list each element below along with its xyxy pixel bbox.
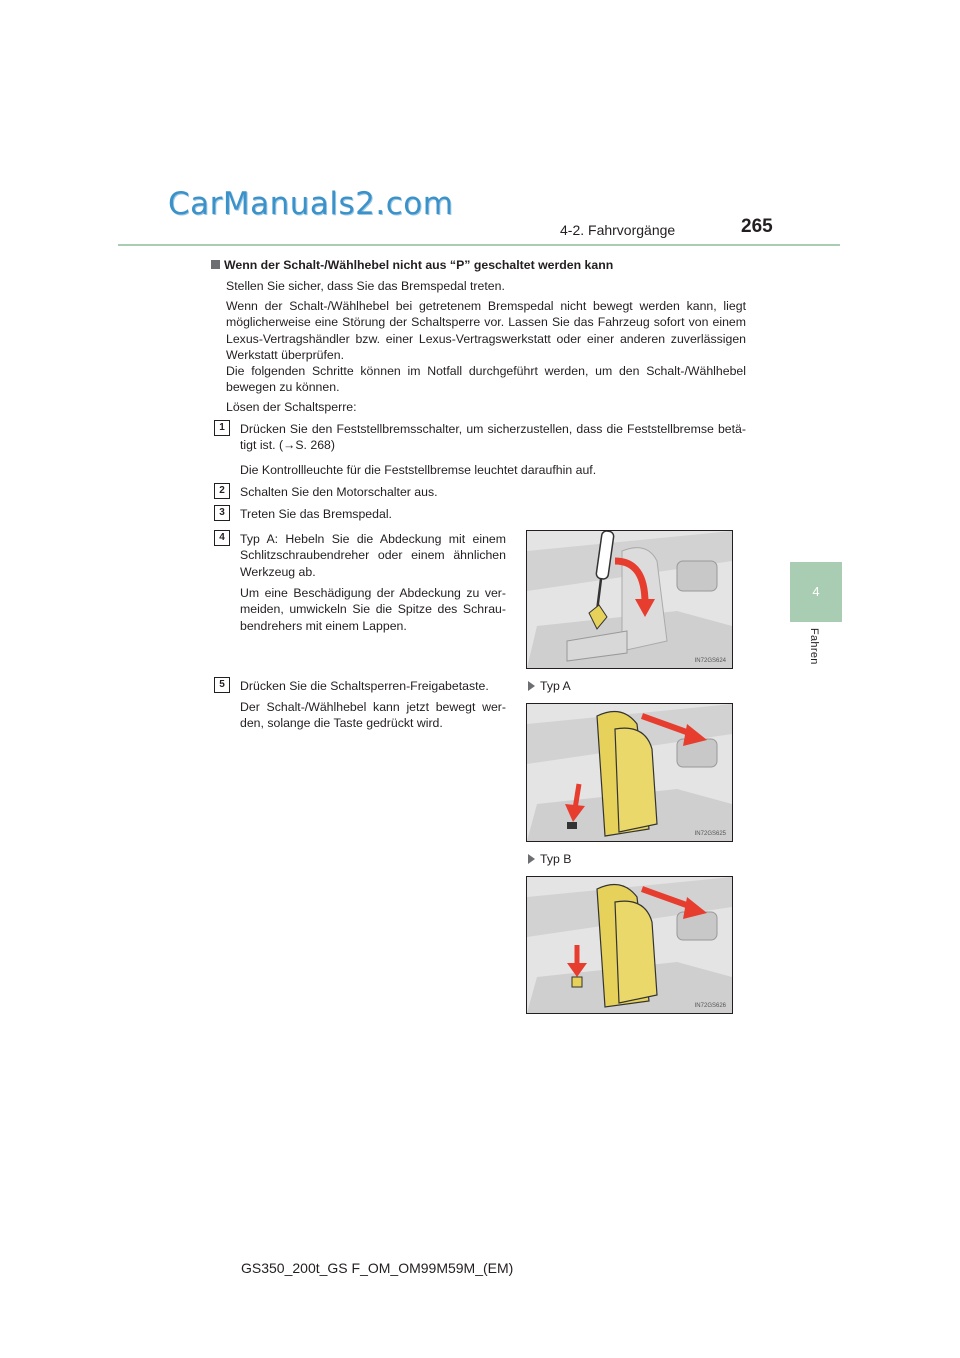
paragraph-malfunction xyxy=(226,298,746,396)
text-line: meiden, umwickeln Sie die Spitze des Schrau- xyxy=(240,602,506,617)
figure-type-a-release xyxy=(526,703,733,842)
figure-code: IN72GS625 xyxy=(694,831,726,837)
text-line: möglicherweise eine Störung der Schaltsperre vor. Lassen Sie das Fahrzeug sofort von einem xyxy=(226,315,746,330)
step-4-note xyxy=(240,585,506,634)
square-bullet-icon xyxy=(211,260,220,269)
figure-type-b-release xyxy=(526,876,733,1014)
step-1-text xyxy=(240,421,746,454)
text-line: Die folgenden Schritte können im Notfall durchgeführt werden, um den Schalt-/Wählhebel xyxy=(226,364,746,379)
chapter-label: Fahren xyxy=(808,628,820,665)
section-title: 4-2. Fahrvorgänge xyxy=(560,222,676,238)
step-number-3: 3 xyxy=(214,505,230,521)
text-line: Drücken Sie den Feststellbremsschalter, um sicherzustellen, dass die Feststellbremse betä- xyxy=(240,422,746,436)
type-b-label xyxy=(528,851,571,867)
paragraph-release-intro: Lösen der Schaltsperre: xyxy=(226,400,357,414)
header-rule xyxy=(118,244,840,246)
text-line: Lexus-Vertragshändler bzw. einer Lexus-Vertragswerkstatt oder einer anderen zuverlässigen xyxy=(226,331,746,346)
type-a-text: Typ A xyxy=(540,679,571,693)
step-5-text: Drücken Sie die Schaltsperren-Freigabetaste. xyxy=(240,679,489,693)
step-4-text xyxy=(240,531,506,580)
step-3-text: Treten Sie das Bremspedal. xyxy=(240,507,392,521)
arrow-right-icon xyxy=(528,854,535,864)
figure-code: IN72GS626 xyxy=(694,1003,726,1009)
type-a-label xyxy=(528,678,571,694)
text-line: den, solange die Taste gedrückt wird. xyxy=(240,716,443,731)
text-line: Der Schalt-/Wählhebel kann jetzt bewegt wer- xyxy=(240,700,506,714)
watermark-logo[interactable]: CarManuals2.com xyxy=(168,186,454,222)
step-1-note: Die Kontrollleuchte für die Feststellbremse leuchtet daraufhin auf. xyxy=(240,463,597,477)
text-line: Werkzeug ab. xyxy=(240,564,316,579)
text-line: bewegen zu können. xyxy=(226,380,340,395)
text-line: Um eine Beschädigung der Abdeckung zu ver- xyxy=(240,586,506,600)
page-number: 265 xyxy=(741,216,773,237)
text-line: Wenn der Schalt-/Wählhebel bei getretenem Bremspedal nicht bewegt werden kann, liegt xyxy=(226,299,746,313)
figure-code: IN72GS624 xyxy=(694,658,726,664)
section-heading xyxy=(211,258,613,272)
paragraph-brake-check: Stellen Sie sicher, dass Sie das Bremspedal treten. xyxy=(226,279,505,293)
text-line: tigt ist. (→S. 268) xyxy=(240,438,335,453)
chapter-tab[interactable]: 4 xyxy=(790,562,842,622)
step-5-note xyxy=(240,699,506,732)
step-number-4: 4 xyxy=(214,530,230,546)
step-number-5: 5 xyxy=(214,677,230,693)
document-code-footer: GS350_200t_GS F_OM_OM99M59M_(EM) xyxy=(241,1260,514,1276)
illustration-shift-lever-b xyxy=(527,877,732,1013)
arrow-right-icon xyxy=(528,681,535,691)
step-number-2: 2 xyxy=(214,483,230,499)
text-line: Schlitzschraubendreher oder einem ähnlichen xyxy=(240,548,506,563)
text-line: Werkstatt überprüfen. xyxy=(226,347,345,362)
step-2-text: Schalten Sie den Motorschalter aus. xyxy=(240,485,438,499)
text-line: bendrehers mit einem Lappen. xyxy=(240,618,407,633)
figure-screwdriver-cover xyxy=(526,530,733,669)
type-b-text: Typ B xyxy=(540,852,572,866)
heading-text: Wenn der Schalt-/Wählhebel nicht aus “P” geschaltet werden kann xyxy=(224,258,614,272)
text-line: Typ A: Hebeln Sie die Abdeckung mit einem xyxy=(240,532,506,546)
illustration-shift-lever-a xyxy=(527,704,732,841)
illustration-console xyxy=(527,531,732,668)
step-number-1: 1 xyxy=(214,420,230,436)
